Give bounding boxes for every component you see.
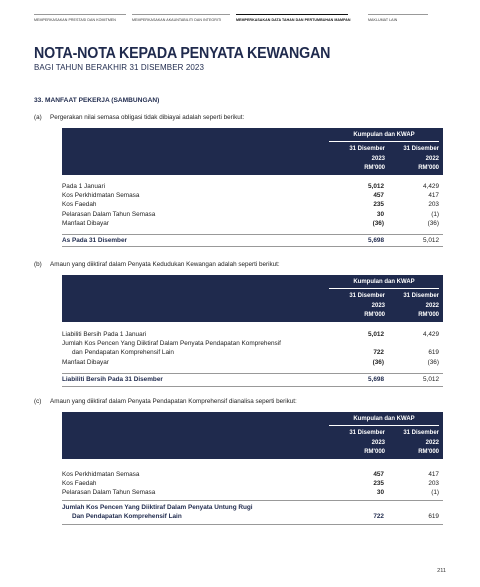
divider [62, 386, 443, 387]
row-value-2023: 5,012 [368, 183, 384, 190]
row-label: dan Pendapatan Komprehensif Lain [72, 349, 174, 357]
col-unit: RM'000 [364, 165, 385, 171]
col-date: 31 Disember [403, 293, 439, 299]
nav-item-maklumat-lain[interactable]: MAKLUMAT LAIN [368, 14, 428, 26]
table-a-group-label: Kumpulan dan KWAP [329, 132, 439, 142]
total-value-2022: 5,012 [423, 376, 439, 383]
table-b-col-2022 [387, 292, 439, 321]
table-a-body [62, 182, 443, 228]
row-label: Kos Perkhidmatan Semasa [62, 471, 140, 478]
row-value-2022: 4,429 [423, 183, 439, 190]
para-c [34, 398, 297, 405]
table-c-col-2022 [387, 429, 439, 458]
table-b-body [62, 330, 443, 367]
row-label: Liabiliti Bersih Pada 1 Januari [62, 331, 147, 338]
total-row [62, 512, 443, 521]
total-label-line2: Dan Pendapatan Komprehensif Lain [72, 513, 182, 521]
table-b-group-label: Kumpulan dan KWAP [329, 279, 439, 289]
total-label: As Pada 31 Disember [62, 237, 128, 244]
col-unit: RM'000 [364, 449, 385, 455]
row-value-2023: 5,012 [368, 331, 384, 338]
table-row [62, 479, 443, 488]
row-value-2022: 203 [428, 201, 439, 209]
row-label: Pada 1 Januari [62, 183, 105, 190]
nav-item-prestasi[interactable]: MEMPERKASAKAN PRESTASI DAN KOMITMEN [34, 14, 126, 26]
row-label: Kos Perkhidmatan Semasa [62, 192, 140, 200]
divider [62, 234, 443, 235]
row-value-2022: (36) [427, 219, 439, 227]
row-label: Pelarasan Dalam Tahun Semasa [62, 489, 156, 497]
nav-item-akauntabiliti[interactable]: MEMPERKASAKAN AKAUNTABILITI DAN INTEGRITI [132, 14, 230, 26]
col-date: 31 Disember [349, 430, 385, 436]
row-label: Kos Faedah [62, 201, 97, 209]
table-row [62, 210, 443, 219]
row-label: Kos Faedah [62, 480, 97, 488]
row-value-2022: 417 [428, 192, 439, 200]
col-year: 2022 [425, 155, 439, 162]
table-c-header [62, 412, 443, 459]
nav-item-data-tahan[interactable]: MEMPERKASAKAN DATA TAHAN DAN PERTUMBUHAN MAMPAN [236, 14, 348, 26]
table-a-total [62, 236, 443, 245]
para-a [34, 114, 244, 121]
row-value-2022: 619 [428, 349, 439, 357]
col-unit: RM'000 [418, 312, 439, 318]
divider [62, 524, 443, 525]
col-unit: RM'000 [418, 449, 439, 455]
row-value-2022: (1) [431, 489, 439, 497]
row-value-2022: 417 [428, 471, 439, 478]
row-value-2022: (36) [427, 358, 439, 366]
table-b-col-2023 [333, 292, 385, 321]
row-value-2022: (1) [431, 210, 439, 218]
total-row [62, 375, 443, 384]
divider [62, 373, 443, 374]
row-label: Manfaat Dibayar [62, 358, 109, 366]
page-title: NOTA-NOTA KEPADA PENYATA KEWANGAN [34, 45, 331, 62]
para-c-label: (c) [34, 398, 42, 405]
row-value-2023: 30 [376, 489, 384, 497]
table-row [62, 339, 443, 348]
row-value-2022: 4,429 [423, 331, 439, 338]
table-row [62, 191, 443, 200]
table-c-group-label: Kumpulan dan KWAP [329, 416, 439, 426]
row-value-2023: 235 [373, 201, 384, 209]
para-a-text: Pergerakan nilai semasa obligasi tidak dibiayai adalah seperti berikut: [50, 114, 245, 121]
row-value-2023: 30 [376, 210, 384, 218]
row-label: Manfaat Dibayar [62, 219, 109, 227]
col-year: 2022 [425, 439, 439, 446]
total-label: Liabiliti Bersih Pada 31 Disember [62, 376, 163, 383]
table-a-col-2022 [387, 145, 439, 174]
row-value-2022: 203 [428, 480, 439, 488]
page-number: 211 [437, 568, 446, 574]
row-value-2023: 722 [373, 349, 384, 357]
total-label-line1: Jumlah Kos Pencen Yang Diiktiraf Dalam Penyata Untung Rugi [62, 504, 253, 511]
col-unit: RM'000 [418, 165, 439, 171]
total-row [62, 503, 443, 512]
total-row [62, 236, 443, 245]
total-value-2022: 5,012 [423, 237, 439, 244]
table-row [62, 470, 443, 479]
table-c-body [62, 470, 443, 498]
top-navigation [34, 14, 446, 26]
divider [62, 246, 443, 247]
row-value-2023: 457 [373, 192, 384, 200]
col-date: 31 Disember [349, 146, 385, 152]
col-year: 2023 [371, 155, 385, 162]
col-date: 31 Disember [403, 430, 439, 436]
para-b-text: Amaun yang diiktiraf dalam Penyata Kedudukan Kewangan adalah seperti berikut: [50, 261, 280, 268]
section-heading: 33. MANFAAT PEKERJA (SAMBUNGAN) [34, 97, 160, 104]
table-b-header [62, 275, 443, 322]
row-label: Pelarasan Dalam Tahun Semasa [62, 210, 156, 218]
row-value-2023: (36) [372, 358, 384, 366]
col-year: 2023 [371, 302, 385, 309]
col-year: 2023 [371, 439, 385, 446]
table-c-col-2023 [333, 429, 385, 458]
col-date: 31 Disember [349, 293, 385, 299]
total-value-2022: 619 [428, 513, 439, 521]
row-value-2023: 457 [373, 471, 384, 478]
row-value-2023: (36) [372, 219, 384, 227]
table-row [62, 488, 443, 497]
table-a-header [62, 128, 443, 175]
divider [62, 500, 443, 501]
table-c-total [62, 503, 443, 521]
para-c-text: Amaun yang diiktiraf dalam Penyata Pendapatan Komprehensif dianalisa seperti berikut: [50, 398, 297, 405]
page-subtitle: BAGI TAHUN BERAKHIR 31 DISEMBER 2023 [34, 63, 205, 72]
table-a-col-2023 [333, 145, 385, 174]
row-label: Jumlah Kos Pencen Yang Diiktiraf Dalam Penyata Pendapatan Komprehensif [62, 340, 281, 348]
para-b-label: (b) [34, 261, 42, 268]
para-a-label: (a) [34, 114, 42, 121]
row-value-2023: 235 [373, 480, 384, 488]
col-unit: RM'000 [364, 312, 385, 318]
table-row [62, 219, 443, 228]
col-year: 2022 [425, 302, 439, 309]
table-row [62, 358, 443, 367]
total-value-2023: 722 [373, 513, 384, 521]
col-date: 31 Disember [403, 146, 439, 152]
total-value-2023: 5,698 [368, 237, 384, 244]
table-b-total [62, 375, 443, 384]
table-row [62, 200, 443, 209]
table-row [62, 182, 443, 191]
table-row [62, 330, 443, 339]
para-b [34, 261, 280, 268]
total-value-2023: 5,698 [368, 376, 384, 383]
table-row [62, 348, 443, 357]
